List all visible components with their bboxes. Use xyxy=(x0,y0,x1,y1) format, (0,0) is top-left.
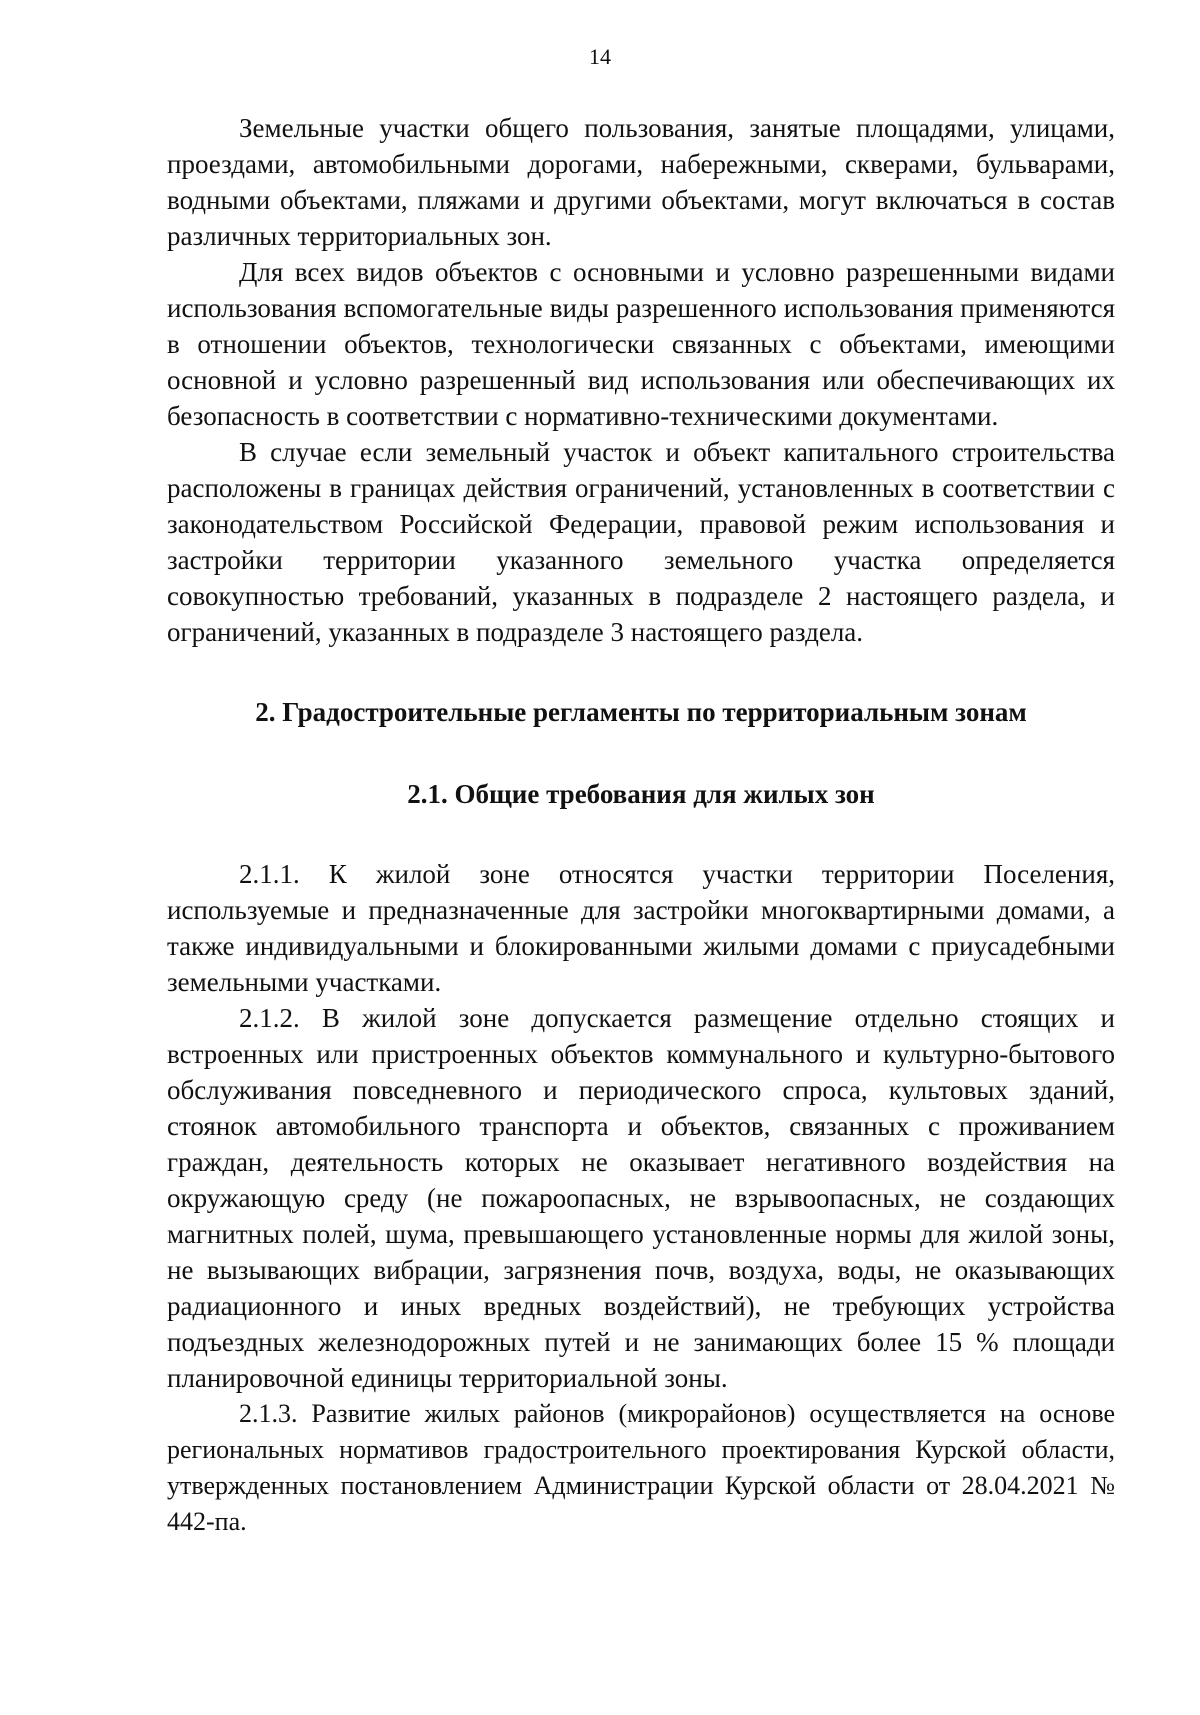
subsection-heading: 2.1. Общие требования для жилых зон xyxy=(407,779,875,809)
paragraph-common-use-land: Земельные участки общего пользования, занятые площадями, улицами, проездами, автомобильными дорогами, набережными, скверами, бульварами, водными объектами, пляжами и другими объектами, могут включаться в состав различных территориальных зон. xyxy=(167,113,1115,251)
document-body xyxy=(167,110,1115,1540)
paragraph-2-1-3: 2.1.3. Развитие жилых районов (микрорайонов) осуществляется на основе региональных нормативов градостроительного проектирования Курской области, утвержденных постановлением Администрации Курской области от 28.04.2021 № 442-па. xyxy=(167,1399,1115,1536)
paragraph-2-1-2: 2.1.2. В жилой зоне допускается размещение отдельно стоящих и встроенных или пристроенных объектов коммунального и культурно-бытового обслуживания повседневного и периодического спроса, культовых зданий, стоянок автомобильного транспорта и объектов, связанных с проживанием граждан, деятельность которых не оказывает негативного воздействия на окружающую среду (не пожароопасных, не взрывоопасных, не создающих магнитных полей, шума, превышающего установленные нормы для жилой зоны, не вызывающих вибрации, загрязнения почв, воздуха, воды, не оказывающих радиационного и иных вредных воздействий), не требующих устройства подъездных железнодорожных путей и не занимающих более 15 % площади планировочной единицы территориальной зоны. xyxy=(167,1003,1115,1393)
paragraph-restrictions: В случае если земельный участок и объект капитального строительства расположены в границах действия ограничений, установленных в соответствии с законодательством Российской Федерации, правовой режим использования и застройки территории указанного земельного участка определяется совокупностью требований, указанных в подразделе 2 настоящего раздела, и ограничений, указанных в подразделе 3 настоящего раздела. xyxy=(167,437,1115,647)
paragraph-auxiliary-use: Для всех видов объектов с основными и условно разрешенными видами использования вспомогательные виды разрешенного использования применяются в отношении объектов, технологически связанных с объектами, имеющими основной и условно разрешенный вид использования или обеспечивающих их безопасность в соответствии с нормативно-техническими документами. xyxy=(167,257,1115,431)
paragraph-2-1-1: 2.1.1. К жилой зоне относятся участки территории Поселения, используемые и предназначенные для застройки многоквартирными домами, а также индивидуальными и блокированными жилыми домами с приусадебными земельными участками. xyxy=(167,859,1115,997)
section-heading: 2. Градостроительные регламенты по территориальным зонам xyxy=(255,697,1027,727)
page-number: 14 xyxy=(589,44,611,69)
